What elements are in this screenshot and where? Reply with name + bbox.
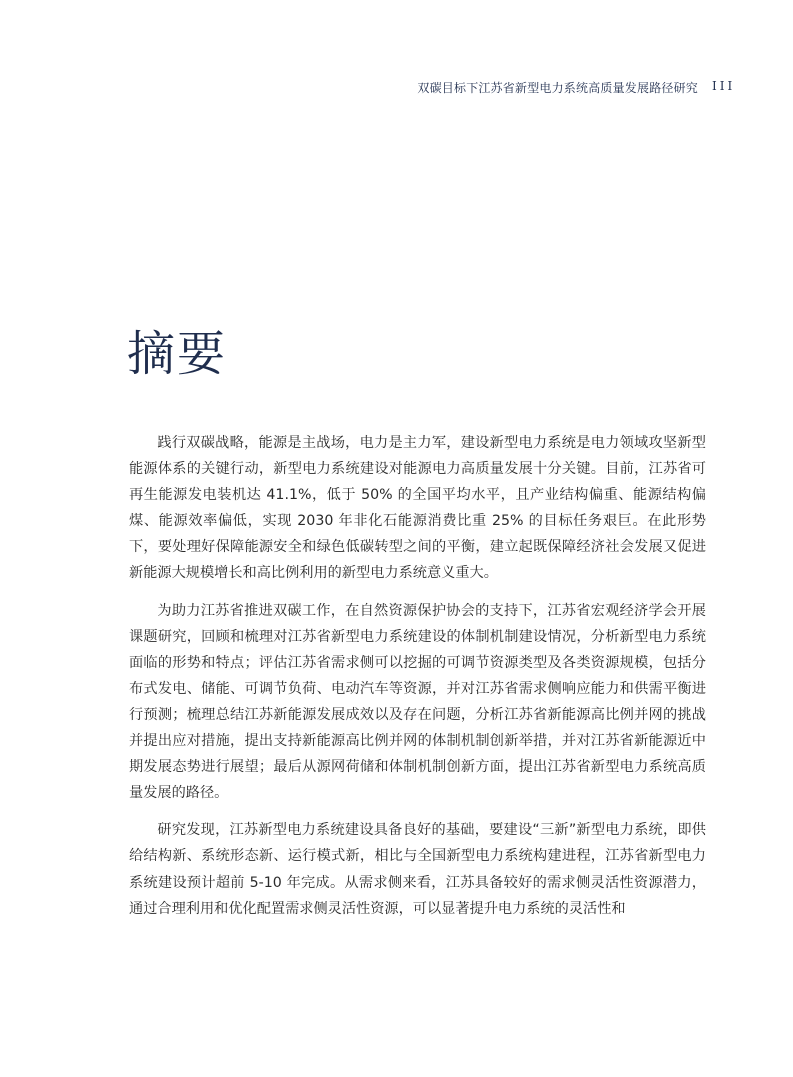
page-number: III: [712, 79, 736, 93]
abstract-paragraph-3: 研究发现，江苏新型电力系统建设具备良好的基础，要建设“三新”新型电力系统，即供给结构新、系统形态新、运行模式新，相比与全国新型电力系统构建进程，江苏省新型电力系统建设预计超前 5-10 年完成。从需求侧来看，江苏具备较好的需求侧灵活性资源潜力，通过合理利用和优化配置需求侧灵活性资源，可以显著提升电力系统的灵活性和: [129, 822, 706, 917]
abstract-body: [129, 430, 706, 933]
abstract-paragraph-1: 践行双碳战略，能源是主战场，电力是主力军，建设新型电力系统是电力领域攻坚新型能源体系的关键行动，新型电力系统建设对能源电力高质量发展十分关键。目前，江苏省可再生能源发电装机达 41.1%，低于 50% 的全国平均水平，且产业结构偏重、能源结构偏煤、能源效率偏低，实现 2030 年非化石能源消费比重 25% 的目标任务艰巨。在此形势下，要处理好保障能源安全和绿色低碳转型之间的平衡，建立起既保障经济社会发展又促进新能源大规模增长和高比例利用的新型电力系统意义重大。: [129, 435, 706, 582]
abstract-paragraph-2: 为助力江苏省推进双碳工作，在自然资源保护协会的支持下，江苏省宏观经济学会开展课题研究，回顾和梳理对江苏省新型电力系统建设的体制机制建设情况，分析新型电力系统面临的形势和特点；评估江苏省需求侧可以挖掘的可调节资源类型及各类资源规模，包括分布式发电、储能、可调节负荷、电动汽车等资源，并对江苏省需求侧响应能力和供需平衡进行预测；梳理总结江苏新能源发展成效以及存在问题，分析江苏省新能源高比例并网的挑战并提出应对措施，提出支持新能源高比例并网的体制机制创新举措，并对江苏省新能源近中期发展态势进行展望；最后从源网荷储和体制机制创新方面，提出江苏省新型电力系统高质量发展的路径。: [129, 602, 706, 802]
page-title: 摘要: [127, 326, 228, 382]
running-header-title: 双碳目标下江苏省新型电力系统高质量发展路径研究: [417, 81, 698, 95]
